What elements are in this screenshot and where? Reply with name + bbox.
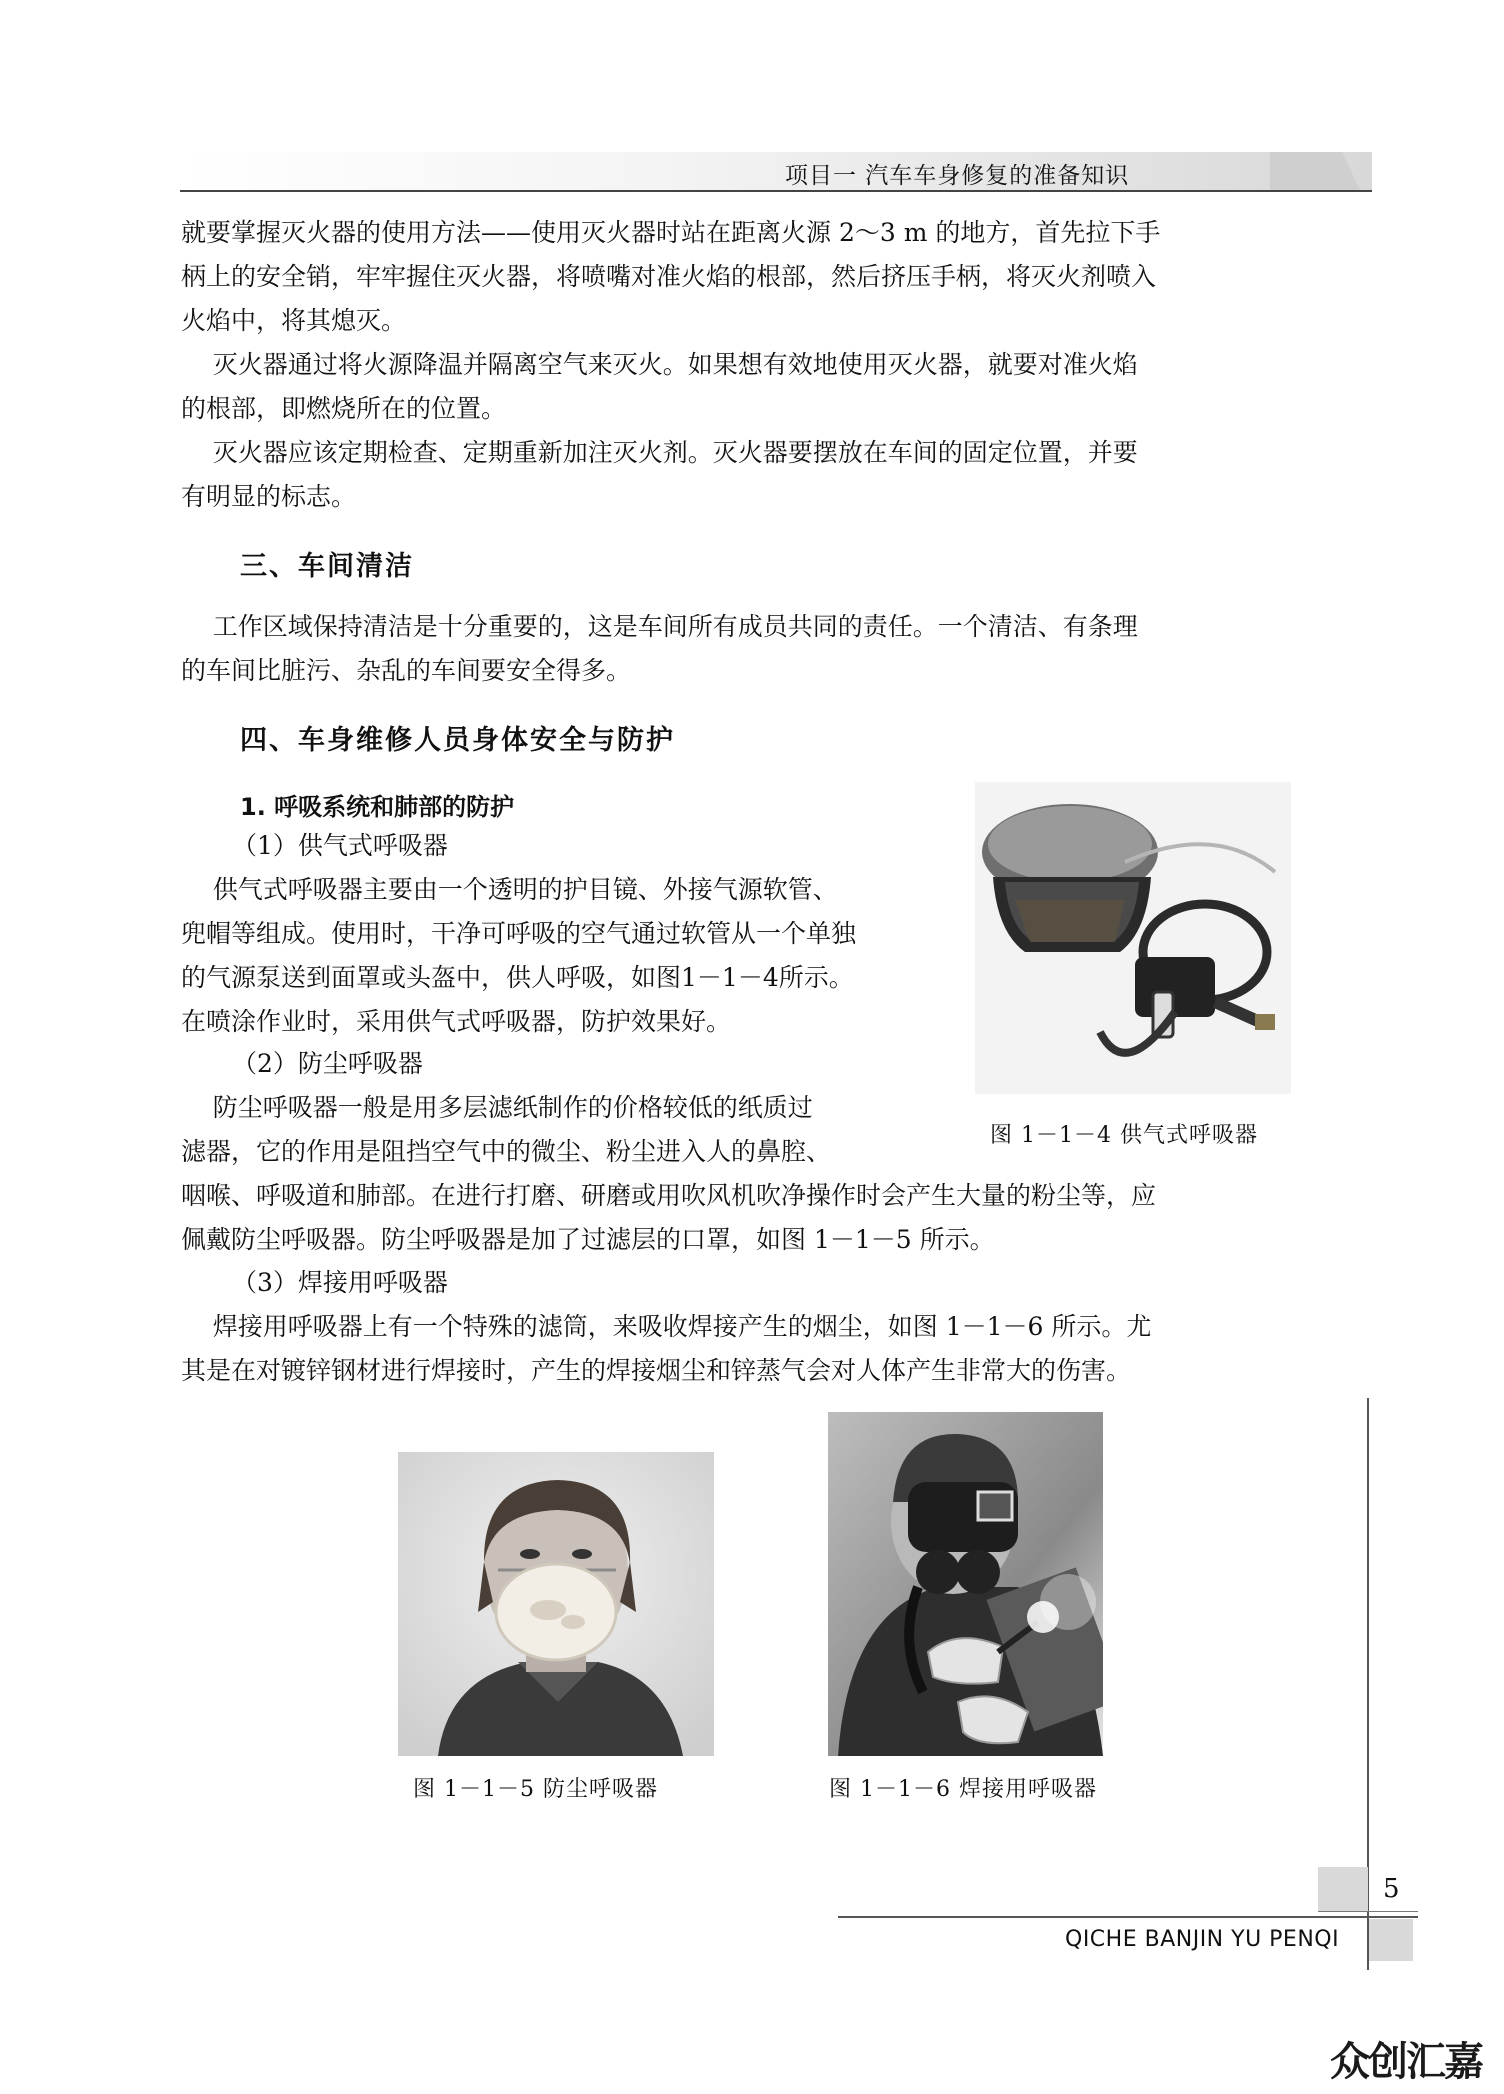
text-line: 的气源泵送到面罩或头盔中，供人呼吸，如图1－1－4所示。 bbox=[181, 963, 854, 992]
text-line: 供气式呼吸器主要由一个透明的护目镜、外接气源软管、 bbox=[181, 875, 838, 904]
paragraph-supplied-air bbox=[181, 868, 856, 1044]
welding-respirator-illustration bbox=[828, 1412, 1103, 1756]
text-line: 就要掌握灭火器的使用方法——使用灭火器时站在距离火源 2～3 m 的地方，首先拉下手 bbox=[181, 218, 1161, 247]
figure-caption-1-1-6: 图 1－1－6 焊接用呼吸器 bbox=[829, 1777, 1097, 1802]
text-line: 佩戴防尘呼吸器。防尘呼吸器是加了过滤层的口罩，如图 1－1－5 所示。 bbox=[181, 1225, 995, 1254]
text-line: 灭火器通过将火源降温并隔离空气来灭火。如果想有效地使用灭火器，就要对准火焰 bbox=[181, 350, 1138, 379]
text-line: 其是在对镀锌钢材进行焊接时，产生的焊接烟尘和锌蒸气会对人体产生非常大的伤害。 bbox=[181, 1356, 1132, 1385]
text-line: 的根部，即燃烧所在的位置。 bbox=[181, 394, 507, 423]
header-rule bbox=[180, 190, 1372, 192]
text-line: 柄上的安全销，牢牢握住灭火器，将喷嘴对准火焰的根部，然后挤压手柄，将灭火剂喷入 bbox=[181, 262, 1157, 291]
text-line: 滤器，它的作用是阻挡空气中的微尘、粉尘进入人的鼻腔、 bbox=[181, 1137, 832, 1166]
page-number: 5 bbox=[1383, 1874, 1400, 1904]
item-title-welding-respirator: （3）焊接用呼吸器 bbox=[232, 1268, 448, 1297]
text-line: 的车间比脏污、杂乱的车间要安全得多。 bbox=[181, 656, 632, 685]
text-line: 火焰中，将其熄灭。 bbox=[181, 306, 407, 335]
text-line: 咽喉、呼吸道和肺部。在进行打磨、研磨或用吹风机吹净操作时会产生大量的粉尘等，应 bbox=[181, 1181, 1157, 1210]
text-line: 防尘呼吸器一般是用多层滤纸制作的价格较低的纸质过 bbox=[181, 1093, 813, 1122]
header-band bbox=[180, 152, 1372, 190]
text-line: 在喷涂作业时，采用供气式呼吸器，防护效果好。 bbox=[181, 1007, 732, 1036]
text-line: 兜帽等组成。使用时，干净可呼吸的空气通过软管从一个单独 bbox=[181, 919, 857, 948]
text-line: 焊接用呼吸器上有一个特殊的滤筒，来吸收焊接产生的烟尘，如图 1－1－6 所示。尤 bbox=[181, 1312, 1152, 1341]
watermark-text: 众创汇嘉 bbox=[1330, 2039, 1482, 2085]
figure-welding-respirator-image bbox=[828, 1412, 1103, 1756]
section-heading-workshop-cleaning: 三、车间清洁 bbox=[240, 551, 414, 582]
subheading-respiratory-protection: 1. 呼吸系统和肺部的防护 bbox=[240, 793, 515, 821]
section-heading-personal-safety: 四、车身维修人员身体安全与防护 bbox=[240, 725, 675, 756]
footer-rule bbox=[838, 1916, 1418, 1918]
footer-block bbox=[1369, 1919, 1413, 1961]
running-header-title: 项目一 汽车车身修复的准备知识 bbox=[785, 163, 1130, 189]
paragraph-extinguisher-principle bbox=[181, 343, 1138, 431]
dust-respirator-illustration bbox=[398, 1452, 714, 1756]
item-title-dust-respirator: （2）防尘呼吸器 bbox=[232, 1049, 423, 1078]
figure-caption-1-1-4: 图 1－1－4 供气式呼吸器 bbox=[990, 1123, 1258, 1148]
figure-caption-1-1-5: 图 1－1－5 防尘呼吸器 bbox=[413, 1777, 658, 1802]
item-title-supplied-air: （1）供气式呼吸器 bbox=[232, 831, 448, 860]
footer-book-title: QICHE BANJIN YU PENQI bbox=[1065, 1927, 1340, 1952]
text-line: 有明显的标志。 bbox=[181, 482, 357, 511]
paragraph-cleaning bbox=[181, 605, 1138, 693]
paragraph-dust-respirator-b bbox=[181, 1174, 1156, 1262]
text-line: 工作区域保持清洁是十分重要的，这是车间所有成员共同的责任。一个清洁、有条理 bbox=[181, 612, 1138, 641]
figure-supplied-air-respirator-image bbox=[975, 782, 1291, 1094]
paragraph-welding-respirator bbox=[181, 1305, 1151, 1393]
page-number-block bbox=[1318, 1867, 1368, 1911]
paragraph-extinguisher-maintenance bbox=[181, 431, 1138, 519]
paragraph-dust-respirator-a bbox=[181, 1086, 831, 1174]
figure-dust-respirator-image bbox=[398, 1452, 714, 1756]
paragraph-extinguisher-usage bbox=[181, 211, 1160, 343]
supplied-air-respirator-illustration bbox=[975, 782, 1291, 1094]
page-number-rule bbox=[1318, 1911, 1418, 1912]
text-line: 灭火器应该定期检查、定期重新加注灭火剂。灭火器要摆放在车间的固定位置，并要 bbox=[181, 438, 1138, 467]
